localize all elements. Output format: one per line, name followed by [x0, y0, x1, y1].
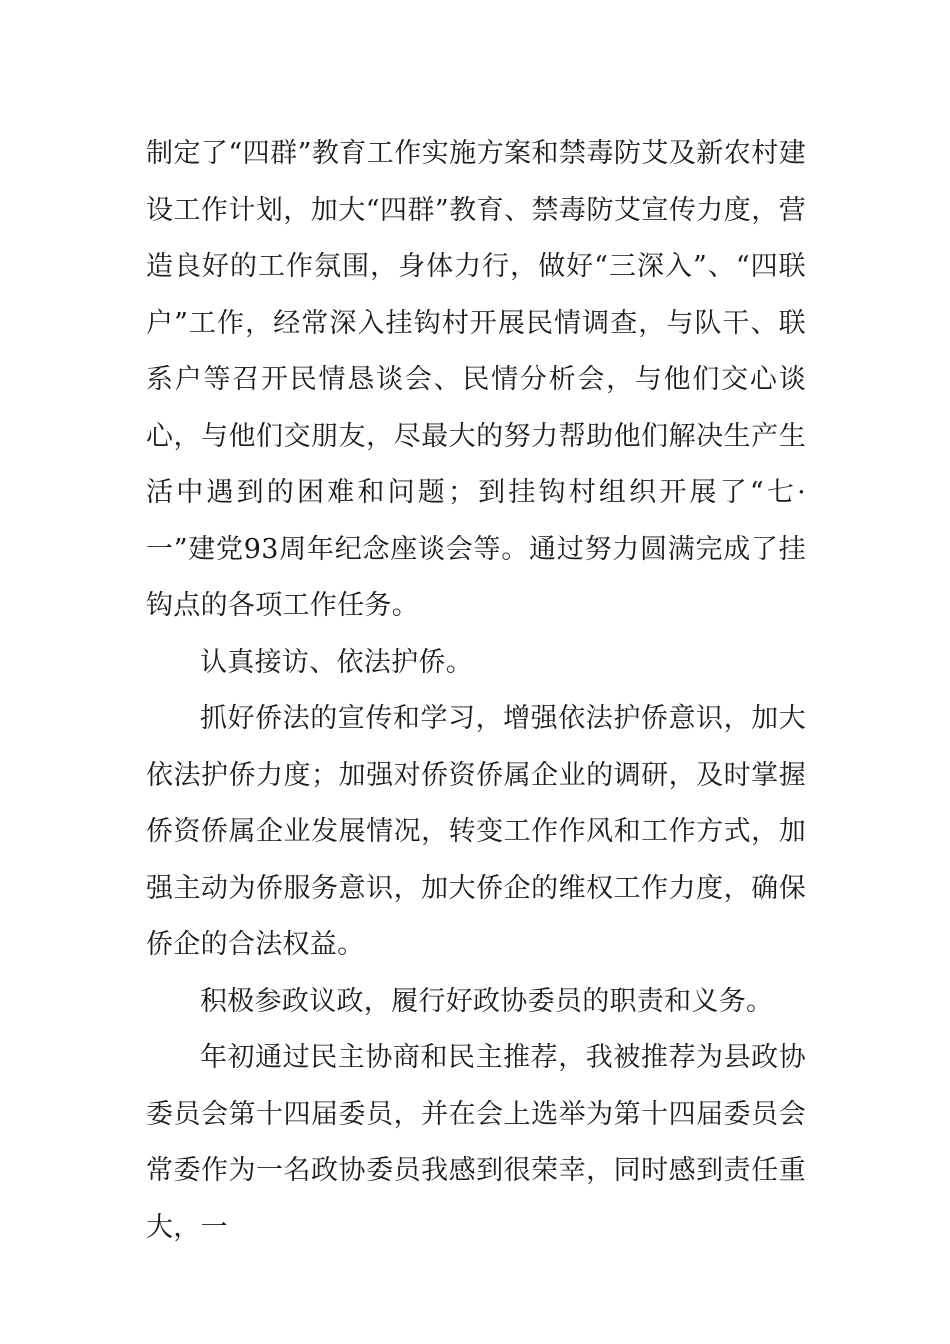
section-heading-petition-and-protection: 认真接访、依法护侨。 — [200, 646, 473, 678]
section-heading-political-participation: 积极参政议政，履行好政协委员的职责和义务。 — [200, 985, 774, 1017]
paragraph-continuation: 制定了“四群”教育工作实施方案和禁毒防艾及新农村建设工作计划，加大“四群”教育、禁毒防艾宣传力度，营造良好的工作氛围，身体力行，做好“三深入”、“四联户”工作，经常深入挂钩村开展民情调查，与队干、联系户等召开民情恳谈会、民情分析会，与他们交心谈心，与他们交朋友，尽最大的努力帮助他们解决生产生活中遇到的困难和问题；到挂钩村组织开展了“七·一”建党93周年纪念座谈会等。通过努力圆满完成了挂钩点的各项工作任务。 — [146, 138, 806, 621]
paragraph-overseas-chinese-law: 抓好侨法的宣传和学习，增强依法护侨意识，加大依法护侨力度；加强对侨资侨属企业的调研，及时掌握侨资侨属企业发展情况，转变工作作风和工作方式，加强主动为侨服务意识，加大侨企的维权工作力度，确保侨企的合法权益。 — [146, 703, 806, 960]
document-body — [146, 126, 806, 1256]
paragraph-cppcc-member: 年初通过民主协商和民主推荐，我被推荐为县政协委员会第十四届委员，并在会上选举为第十四届委员会常委作为一名政协委员我感到很荣幸，同时感到责任重大，一 — [146, 1042, 806, 1243]
